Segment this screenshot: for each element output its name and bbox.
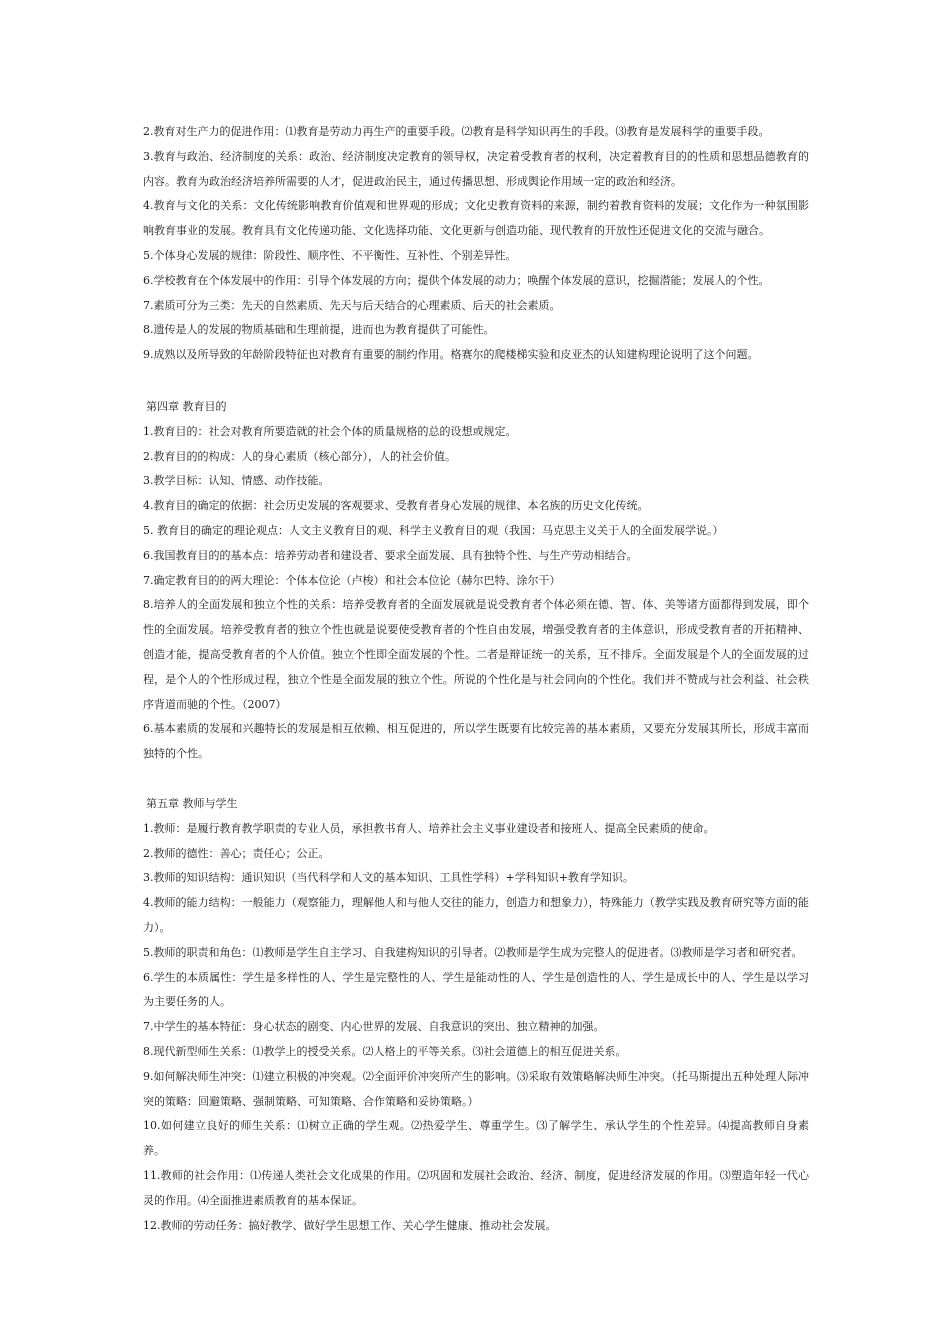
list-item: 2.教育对生产力的促进作用：⑴教育是劳动力再生产的重要手段。⑵教育是科学知识再生的手段。⑶教育是发展科学的重要手段。 (143, 125, 770, 138)
list-item: 2.教育目的的构成：人的身心素质（核心部分），人的社会价值。 (143, 449, 456, 463)
list-item: 4.教育与文化的关系：文化传统影响教育价值观和世界观的形成；文化史教育资料的来源，制约着教育资料的发展；文化作为一种氛围影响教育事业的发展。教育具有文化传递功能、文化选择功能、文化更新与创造功能、现代教育的开放性还促进文化的交流与融合。 (143, 199, 809, 238)
list-item: 6.基本素质的发展和兴趣特长的发展是相互依赖、相互促进的，所以学生既要有比较完善的基本素质，又要充分发展其所长，形成丰富而独特的个性。 (143, 722, 809, 761)
chapter-heading: 第四章 教育目的 (146, 400, 227, 413)
list-item: 8.现代新型师生关系：⑴教学上的授受关系。⑵人格上的平等关系。⑶社会道德上的相互促进关系。 (143, 1044, 627, 1058)
section3-tail (143, 120, 809, 368)
list-item: 1.教师：是履行教育教学职责的专业人员，承担教书育人、培养社会主义事业建设者和接班人、提高全民素质的使命。 (143, 821, 715, 835)
list-item: 4.教育目的确定的依据：社会历史发展的客观要求、受教育者身心发展的规律、本名族的历史文化传统。 (143, 499, 649, 513)
list-item: 5.教师的职责和角色：⑴教师是学生自主学习、自我建构知识的引导者。⑵教师是学生成为完整人的促进者。⑶教师是学习者和研究者。 (143, 945, 803, 959)
list-item: 4.教师的能力结构：一般能力（观察能力，理解他人和与他人交往的能力，创造力和想象力），特殊能力（教学实践及教育研究等方面的能力）。 (143, 896, 809, 934)
list-item: 3.教学目标：认知、情感、动作技能。 (143, 474, 330, 488)
chapter5 (143, 792, 809, 1238)
list-item: 9.如何解决师生冲突：⑴建立积极的冲突观。⑵全面评价冲突所产生的影响。⑶采取有效策略解决师生冲突。（托马斯提出五种处理人际冲突的策略：回避策略、强制策略、可知策略、合作策略和妥协策略。） (143, 1069, 809, 1108)
list-item: 2.教师的德性：善心；责任心；公正。 (143, 846, 330, 860)
list-item: 6.学校教育在个体发展中的作用：引导个体发展的方向；提供个体发展的动力；唤醒个体发展的意识，挖掘潜能；发展人的个性。 (143, 273, 770, 287)
list-item: 10.如何建立良好的师生关系：⑴树立正确的学生观。⑵热爱学生、尊重学生。⑶了解学生、承认学生的个性差异。⑷提高教师自身素养。 (143, 1119, 809, 1158)
list-item: 7.素质可分为三类：先天的自然素质、先天与后天结合的心理素质、后天的社会素质。 (143, 298, 561, 312)
list-item: 6.学生的本质属性：学生是多样性的人、学生是完整性的人、学生是能动性的人、学生是创造性的人、学生是成长中的人、学生是以学习为主要任务的人。 (143, 970, 809, 1009)
list-item: 5.个体身心发展的规律：阶段性、顺序性、不平衡性、互补性、个别差异性。 (143, 248, 517, 262)
list-item: 8.培养人的全面发展和独立个性的关系：培养受教育者的全面发展就是说受教育者个体必须在德、智、体、美等诸方面都得到发展，即个性的全面发展。培养受教育者的独立个性也就是说要使受教育者的个性自由发展，增强受教育者的主体意识，形成受教育者的开拓精神、创造才能，提高受教育者的个人价值。独立个性即全面发展的个性。二者是辩证统一的关系，互不排斥。全面发展是个人的全面发展的过程，是个人的个性形成过程，独立个性是全面发展的独立个性。所说的个性化是与社会同向的个性化。我们并不赞成与社会利益、社会秩序背道而驰的个性。（2007） (143, 598, 809, 711)
list-item: 8.遗传是人的发展的物质基础和生理前提，进而也为教育提供了可能性。 (143, 323, 495, 337)
list-item: 7.中学生的基本特征：身心状态的剧变、内心世界的发展、自我意识的突出、独立精神的加强。 (143, 1020, 605, 1034)
list-item: 1.教育目的：社会对教育所要造就的社会个体的质量规格的总的设想或规定。 (143, 424, 517, 438)
list-item: 12.教师的劳动任务：搞好教学、做好学生思想工作、关心学生健康、推动社会发展。 (143, 1218, 557, 1232)
list-item: 6.我国教育目的的基本点：培养劳动者和建设者、要求全面发展、具有独特个性、与生产劳动相结合。 (143, 548, 638, 562)
chapter4 (143, 395, 809, 767)
list-item: 3.教师的知识结构：通识知识（当代科学和人文的基本知识、工具性学科）+学科知识+教育学知识。 (143, 871, 634, 885)
list-item: 9.成熟以及所导致的年龄阶段特征也对教育有重要的制约作用。格赛尔的爬楼梯实验和皮亚杰的认知建构理论说明了这个问题。 (143, 348, 759, 362)
chapter-heading: 第五章 教师与学生 (146, 797, 238, 810)
list-item: 5. 教育目的确定的理论观点：人文主义教育目的观、科学主义教育目的观（我国：马克思主义关于人的全面发展学说。） (143, 523, 724, 537)
list-item: 7.确定教育目的的两大理论：个体本位论（卢梭）和社会本位论（赫尔巴特、涂尔干） (143, 573, 561, 587)
list-item: 3.教育与政治、经济制度的关系：政治、经济制度决定教育的领导权，决定着受教育者的权利，决定着教育目的的性质和思想品德教育的内容。教育为政治经济培养所需要的人才，促进政治民主，通过传播思想、形成舆论作用域一定的政治和经济。 (143, 149, 809, 188)
list-item: 11.教师的社会作用：⑴传递人类社会文化成果的作用。⑵巩固和发展社会政治、经济、制度，促进经济发展的作用。⑶塑造年轻一代心灵的作用。⑷全面推进素质教育的基本保证。 (143, 1168, 809, 1207)
